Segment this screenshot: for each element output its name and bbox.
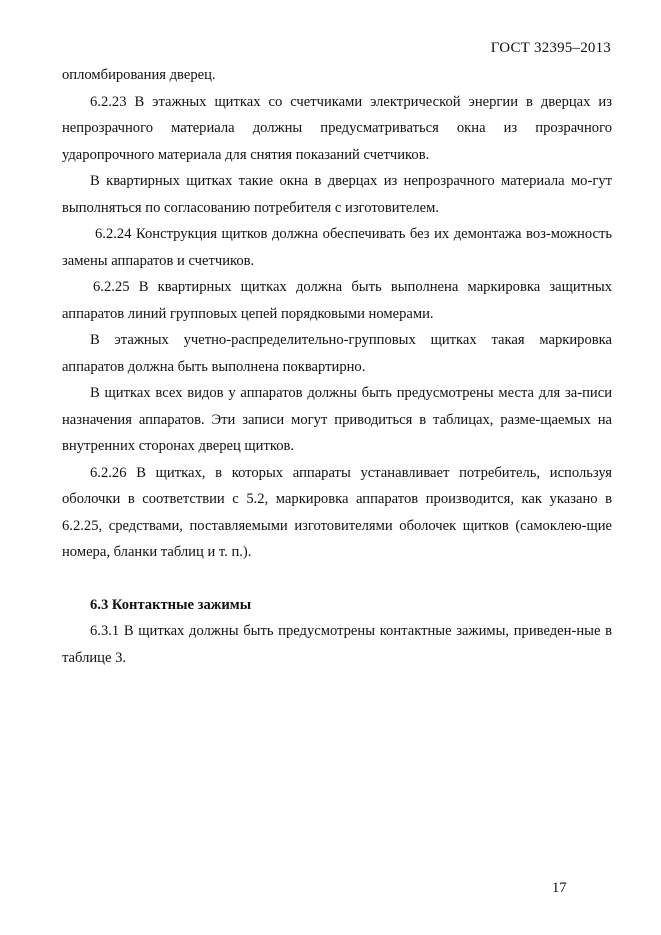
section-title: 6.3 Контактные зажимы — [90, 596, 252, 613]
paragraph-6-2-24: 6.2.24 Конструкция щитков должна обеспечивать без их демонтажа воз-можность замены аппаратов и счетчиков. — [62, 226, 612, 269]
paragraph-6-2-25: 6.2.25 В квартирных щитках должна быть выполнена маркировка защитных аппаратов линий групповых цепей порядковыми номерами. — [62, 279, 612, 322]
document-header: ГОСТ 32395–2013 — [490, 40, 611, 56]
document-body — [62, 62, 612, 671]
page-number: 17 — [552, 880, 567, 896]
paragraph-continuation: опломбирования дверец. — [62, 67, 216, 83]
paragraph-6-2-26: 6.2.26 В щитках, в которых аппараты устанавливает потребитель, используя оболочки в соответствии с 5.2, маркировка аппаратов производится, как указано в 6.2.25, средствами, поставляемыми изготовителями оболочек щитков (самоклею-щие номера, бланки таблиц и т. п.). — [62, 464, 612, 560]
paragraph-floor-marking: В этажных учетно-распределительно-групповых щитках такая маркировка аппаратов должна быть выполнена поквартирно. — [62, 332, 612, 375]
paragraph-apartment-windows: В квартирных щитках такие окна в дверцах из непрозрачного материала мо-гут выполняться по согласованию потребителя с изготовителем. — [62, 173, 612, 216]
paragraph-6-3-1: 6.3.1 В щитках должны быть предусмотрены контактные зажимы, приведен-ные в таблице 3. — [62, 623, 612, 666]
paragraph-6-2-23: 6.2.23 В этажных щитках со счетчиками электрической энергии в дверцах из непрозрачного материала должны предусматриваться окна из прозрачного ударопрочного материала для снятия показаний счетчиков. — [62, 93, 612, 163]
paragraph-labels: В щитках всех видов у аппаратов должны быть предусмотрены места для за-писи назначения аппаратов. Эти записи могут приводиться в таблицах, разме-щаемых на внутренних сторонах дверец щитков. — [62, 385, 612, 454]
